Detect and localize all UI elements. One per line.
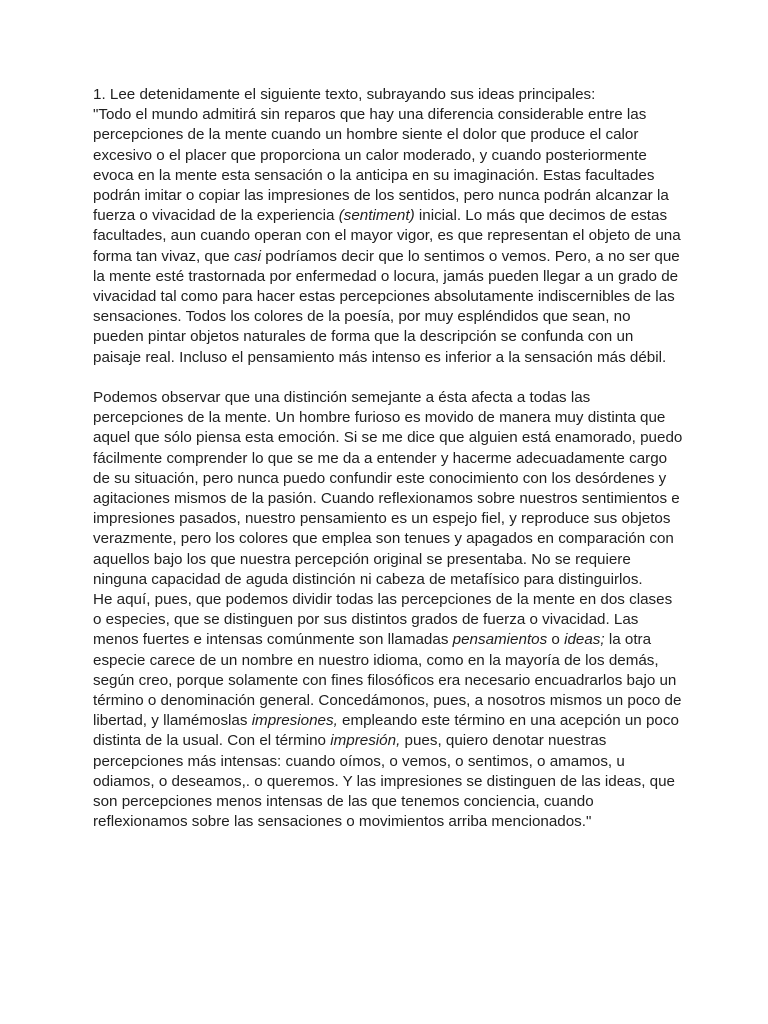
text-segment: empleando este término en una acepción un poco distinta de la usual. Con el término — [93, 712, 679, 750]
text-segment: He aquí, pues, que podemos dividir todas las percepciones de la mente en dos clases o especies, que se distinguen por sus distintos grados de fuerza o vivacidad. Las menos fuertes e intensas comúnmente son llamadas — [93, 591, 673, 649]
italic-term: ideas; — [564, 631, 605, 649]
text-segment: pues, quiero denotar nuestras percepciones más intensas: cuando oímos, o vemos, o sentimos, o amamos, u odiamos, o deseamos,. o queremos. Y las impresiones se distinguen de las ideas, que son percepciones menos intensas de las que tenemos conciencia, cuando reflexionamos sobre las sensaciones o movimientos arriba mencionados." — [93, 732, 675, 831]
exercise-heading: 1. Lee detenidamente el siguiente texto, subrayando sus ideas principales: — [93, 86, 596, 103]
italic-term: impresiones, — [251, 712, 338, 730]
quote-paragraph-1 — [93, 105, 683, 368]
text-segment: inicial. Lo más que decimos de estas facultades, aun cuando operan con el mayor vigor, es que representan el objeto de una forma tan vivaz, que — [93, 207, 681, 265]
italic-term: (sentiment) — [338, 207, 415, 225]
italic-term: pensamientos — [452, 631, 548, 649]
text-segment: la otra especie carece de un nombre en nuestro idioma, como en la mayoría de los demás, según creo, porque solamente con fines filosóficos era necesario encuadrarlos bajo un término o denominación general. Concedámonos, pues, a nosotros mismos un poco de libertad, y llamémoslas — [93, 631, 682, 730]
italic-term: impresión, — [330, 732, 401, 750]
text-segment: o — [547, 631, 565, 649]
text-segment: "Todo el mundo admitirá sin reparos que hay una diferencia considerable entre las percepciones de la mente cuando un hombre siente el dolor que produce el calor excesivo o el placer que proporciona un calor moderado, y cuando posteriormente evoca en la mente esta sensación o la anticipa en su imaginación. Estas facultades podrán imitar o copiar las impresiones de los sentidos, pero nunca podrán alcanzar la fuerza o vivacidad de la experiencia — [93, 106, 669, 225]
quote-paragraph-3 — [93, 590, 683, 832]
text-segment: podríamos decir que lo sentimos o vemos. Pero, a no ser que la mente esté trastornada por enfermedad o locura, jamás pueden llegar a un grado de vivacidad tal como para hacer estas percepciones absolutamente indiscernibles de las sensaciones. Todos los colores de la poesía, por muy espléndidos que sean, no pueden pintar objetos naturales de forma que la descripción se confunda con un paisaje real. Incluso el pensamiento más intenso es inferior a la sensación más débil. — [93, 247, 680, 366]
quote-paragraph-2: Podemos observar que una distinción semejante a ésta afecta a todas las percepciones de la mente. Un hombre furioso es movido de manera muy distinta que aquel que sólo piensa esta emoción. Si se me dice que alguien está enamorado, puedo fácilmente comprender lo que se me da a entender y hacerme adecuadamente cargo de su situación, pero nunca puedo confundir este conocimiento con los desórdenes y agitaciones mismos de la pasión. Cuando reflexionamos sobre nuestros sentimientos e impresiones pasados, nuestro pensamiento es un espejo fiel, y reproduce sus objetos verazmente, pero los colores que emplea son tenues y apagados en comparación con aquellos bajo los que nuestra percepción original se presentaba. No se requiere ninguna capacidad de aguda distinción ni cabeza de metafísico para distinguirlos. — [93, 389, 683, 588]
document-page — [93, 85, 683, 833]
italic-term: casi — [233, 247, 261, 265]
